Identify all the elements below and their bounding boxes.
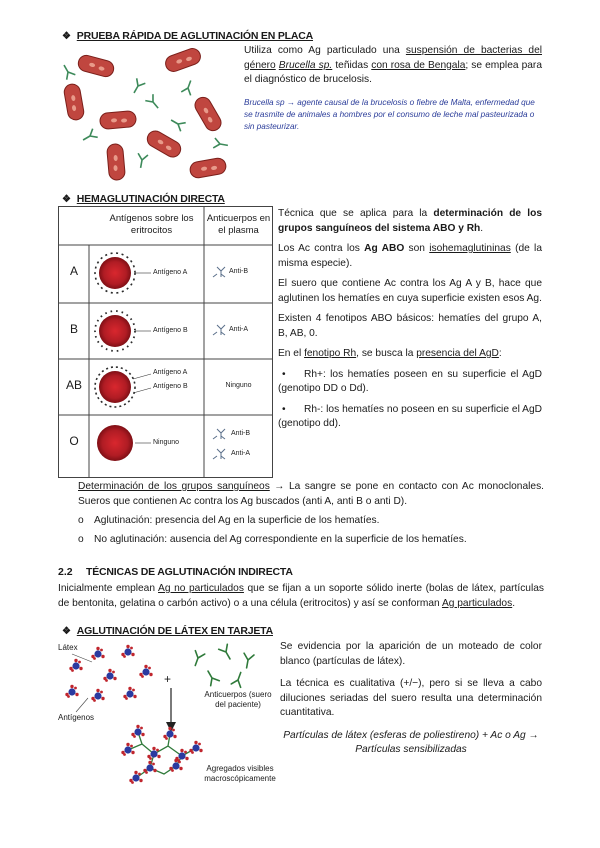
heading-latex: ❖ AGLUTINACIÓN DE LÁTEX EN TARJETA: [62, 625, 273, 637]
brucella-paragraph: Utiliza como Ag particulado una suspensión de bacterias del género Brucella sp. teñidas con rosa de Bengala; se emplea para el diagnóstico de brucelosis.: [244, 45, 542, 85]
plus-sign: +: [164, 672, 172, 686]
heading-indirecta: 2.2 TÉCNICAS DE AGLUTINACIÓN INDIRECTA: [58, 566, 293, 578]
latex-particle: [103, 669, 116, 682]
antibody-icon: [130, 78, 146, 95]
latex-particle: [123, 687, 136, 700]
antibody-label: Anti-B: [231, 430, 251, 437]
latex-particle: [147, 747, 160, 760]
aglutinacion-list: [78, 514, 544, 547]
antibody-icon: [213, 449, 225, 459]
hemag-p1: Técnica que se aplica para la determinación de los grupos sanguíneos del sistema ABO y Rh.: [278, 208, 542, 234]
antibody-icon: [213, 138, 229, 150]
antigen-label: Antígeno A: [153, 269, 188, 276]
bacterium: [77, 54, 116, 79]
antibody-icon: [181, 79, 195, 96]
group-label-a: A: [69, 264, 78, 278]
rbc-group-a: [95, 253, 151, 293]
hemag-p3: El suero que contiene Ac contra los Ag A y B, hace que aglutinen los hematíes en cuya superficie existen esos Ag.: [278, 278, 542, 304]
heading-hemaglutinacion: ❖ HEMAGLUTINACIÓN DIRECTA: [62, 193, 225, 205]
latex-particle: [129, 771, 142, 784]
hemag-p4: Existen 4 fenotipos ABO básicos: hematíes del grupo A, B, AB, 0.: [278, 313, 542, 339]
antibody-label: Anti-B: [229, 268, 249, 275]
circle-bullet-icon: o: [78, 515, 84, 526]
fig-label-latex: Látex: [58, 643, 78, 652]
latex-p2: La técnica es cualitativa (+/−), pero si se lleva a cabo diluciones seriadas del suero resulta una determinación cuantitativa.: [280, 678, 542, 718]
bacterium: [99, 110, 136, 129]
antibody-icon: [136, 153, 148, 169]
bacterium: [144, 128, 183, 160]
hemag-text-column: [278, 207, 542, 438]
rbc-group-o: [97, 425, 151, 461]
latex-particle: [121, 645, 134, 658]
latex-particle: [143, 761, 156, 774]
latex-text-column: [280, 640, 542, 758]
latex-particle: [69, 659, 82, 672]
antigen-label: Antígeno A: [153, 369, 188, 376]
antibody-icon: [145, 94, 162, 111]
antibody-icon: [213, 325, 225, 335]
brucella-agglutination-figure: [58, 44, 238, 184]
antibody-icon: [60, 63, 76, 80]
bacterium: [163, 46, 202, 73]
list-item: o Aglutinación: presencia del Ag en la superficie de los hematíes.: [78, 514, 544, 529]
bacterium: [63, 83, 85, 121]
rbc-group-b: [95, 311, 151, 351]
circle-bullet-icon: o: [78, 533, 84, 545]
group-label-o: O: [69, 434, 79, 448]
indirecta-paragraph: Inicialmente emplean Ag no particulados que se fijan a un soporte sólido inerte (bolas de látex, partículas de bentonita, gelatina o carbón activo) o a una célula (eritrocitos) y así se conforman Ag particulados.: [58, 583, 544, 609]
latex-particle: [65, 685, 78, 698]
antigen-label: Ninguno: [153, 439, 180, 446]
antibody-icon: [191, 651, 205, 668]
antibody-icon: [219, 644, 235, 661]
antibody-icon: [204, 669, 220, 686]
latex-particle: [139, 665, 152, 678]
antibody-label: Ninguno: [225, 382, 252, 389]
brucella-note: Brucella sp → agente causal de la brucelosis o fiebre de Malta, enfermedad que se trasmite de animales a hombres por el consumo de leche mal pasteurizada o sin pasteurizar.: [244, 98, 535, 131]
bacterium: [106, 143, 125, 180]
rh-plus-item: • Rh+: los hematíes poseen en su superficie el AgD (genotipo DD o Dd).: [278, 368, 542, 394]
antibody-icon: [169, 116, 186, 132]
latex-particle: [91, 689, 104, 702]
diamond-bullet-icon: ❖: [62, 626, 71, 637]
abo-table: [58, 206, 273, 478]
latex-particle: [169, 759, 182, 772]
aggregate-cluster: [128, 732, 196, 778]
col-header-antigens: Antígenos sobre los eritrocitos: [109, 213, 194, 236]
heading-prueba-rapida: ❖ PRUEBA RÁPIDA DE AGLUTINACIÓN EN PLACA: [62, 30, 314, 42]
group-label-b: B: [69, 322, 78, 336]
antibody-icon: [213, 267, 225, 277]
antibody-icon: [81, 129, 98, 145]
antibody-label: Anti-A: [231, 450, 251, 457]
fig-label-aggregates: Agregados visibles macroscópicamente: [204, 764, 276, 783]
group-label-ab: AB: [65, 378, 82, 392]
latex-particle: [91, 647, 104, 660]
latex-formula: Partículas de látex (esferas de poliestireno) + Ac o Ag → Partículas sensibilizadas: [283, 729, 539, 755]
antibody-icon: [213, 429, 225, 439]
bacterium: [189, 157, 227, 179]
antigen-label: Antígeno B: [153, 383, 188, 390]
hemag-p2: Los Ac contra los Ag ABO son isohemaglutininas (de la misma especie).: [278, 243, 542, 269]
rh-minus-item: • Rh-: los hematíes no poseen en su superficie el AgD (genotipo dd).: [278, 403, 542, 429]
latex-particle: [131, 725, 144, 738]
rbc-group-ab: [95, 367, 151, 407]
antibody-icon: [231, 671, 245, 688]
latex-p1: Se evidencia por la aparición de un moteado de color blanco (partículas de látex).: [280, 641, 542, 667]
diamond-bullet-icon: ❖: [62, 31, 71, 42]
list-item: o No aglutinación: ausencia del Ag correspondiente en la superficie de los hematíes.: [78, 533, 544, 548]
bullet-icon: •: [282, 403, 286, 415]
fig-label-antibodies: Anticuerpos (suero del paciente): [204, 690, 272, 709]
diamond-bullet-icon: ❖: [62, 194, 71, 205]
bullet-icon: •: [282, 368, 286, 380]
antigen-label: Antígeno B: [153, 327, 188, 334]
latex-particle: [121, 743, 134, 756]
latex-particle: [189, 741, 202, 754]
antibody-label: Anti-A: [229, 326, 249, 333]
hemag-p5: En el fenotipo Rh, se busca la presencia del AgD:: [278, 348, 502, 359]
fig-label-antigens: Antígenos: [58, 713, 95, 722]
bacterium: [192, 94, 224, 133]
antibody-icon: [242, 653, 254, 669]
determinacion-paragraph: Determinación de los grupos sanguíneos → La sangre se pone en contacto con Ac monoclonales. Sueros que contienen Ac contra los Ag buscados (anti A, anti B o anti D).: [78, 481, 544, 507]
col-header-antibodies: Anticuerpos en el plasma: [206, 213, 271, 236]
